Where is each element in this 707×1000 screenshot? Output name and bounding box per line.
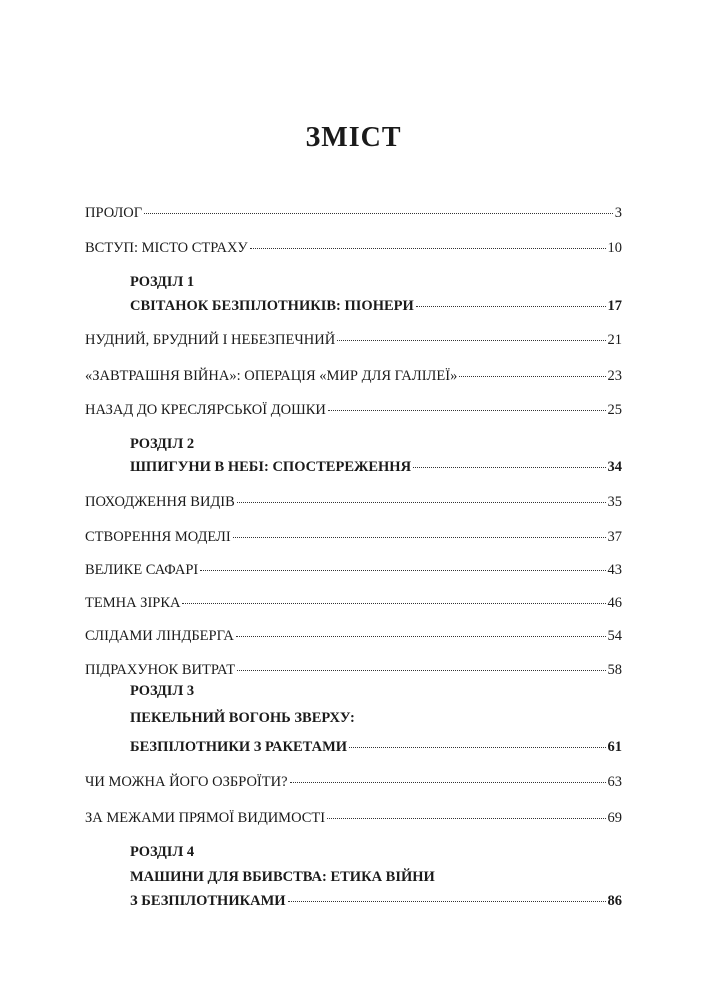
dot-leader	[413, 467, 605, 468]
dot-leader	[233, 537, 606, 538]
chapter-title-line: МАШИНИ ДЛЯ ВБИВСТВА: ЕТИКА ВІЙНИ	[130, 869, 435, 885]
entry-page: 54	[607, 628, 622, 644]
dot-leader	[327, 818, 605, 819]
toc-entry[interactable]	[85, 238, 622, 258]
entry-label: «ЗАВТРАШНЯ ВІЙНА»: ОПЕРАЦІЯ «МИР ДЛЯ ГАЛІЛЕЇ»	[85, 368, 458, 384]
dot-leader	[182, 603, 605, 604]
entry-label: ЧИ МОЖНА ЙОГО ОЗБРОЇТИ?	[85, 774, 288, 790]
entry-label: СВІТАНОК БЕЗПІЛОТНИКІВ: ПІОНЕРИ	[130, 298, 414, 314]
toc-entry[interactable]	[85, 626, 622, 646]
entry-page: 58	[607, 662, 622, 678]
entry-page: 17	[607, 298, 622, 314]
toc-chapter-entry[interactable]	[130, 457, 622, 477]
chapter-number: РОЗДІЛ 1	[130, 274, 195, 290]
entry-label: ЗА МЕЖАМИ ПРЯМОЇ ВИДИМОСТІ	[85, 810, 326, 826]
entry-label: СТВОРЕННЯ МОДЕЛІ	[85, 529, 231, 545]
toc-entry[interactable]	[85, 400, 622, 420]
entry-page: 43	[607, 562, 622, 578]
toc-entry[interactable]	[85, 593, 622, 613]
toc-entry[interactable]	[85, 527, 622, 547]
toc-entry[interactable]	[85, 366, 622, 386]
entry-label: ВЕЛИКЕ САФАРІ	[85, 562, 199, 578]
entry-label: СЛІДАМИ ЛІНДБЕРГА	[85, 628, 234, 644]
dot-leader	[236, 636, 606, 637]
dot-leader	[290, 782, 606, 783]
entry-label: ВСТУП: МІСТО СТРАХУ	[85, 240, 248, 256]
entry-label: НАЗАД ДО КРЕСЛЯРСЬКОЇ ДОШКИ	[85, 402, 326, 418]
entry-page: 86	[607, 893, 622, 909]
entry-label: БЕЗПІЛОТНИКИ З РАКЕТАМИ	[130, 739, 348, 755]
toc-chapter-entry[interactable]	[130, 737, 622, 757]
dot-leader	[237, 670, 605, 671]
entry-page: 3	[614, 205, 622, 221]
dot-leader	[349, 747, 605, 748]
entry-page: 25	[607, 402, 622, 418]
toc-entry[interactable]	[85, 492, 622, 512]
entry-label: ПІДРАХУНОК ВИТРАТ	[85, 662, 236, 678]
toc-entry[interactable]	[85, 660, 622, 680]
entry-page: 61	[607, 739, 622, 755]
entry-label: ШПИГУНИ В НЕБІ: СПОСТЕРЕЖЕННЯ	[130, 459, 412, 475]
entry-label: ТЕМНА ЗІРКА	[85, 595, 181, 611]
dot-leader	[200, 570, 605, 571]
toc-entry[interactable]	[85, 560, 622, 580]
toc-chapter-entry[interactable]	[130, 891, 622, 911]
entry-label: ПОХОДЖЕННЯ ВИДІВ	[85, 494, 235, 510]
toc-chapter-entry[interactable]	[130, 296, 622, 316]
dot-leader	[288, 901, 606, 902]
entry-label: НУДНИЙ, БРУДНИЙ І НЕБЕЗПЕЧНИЙ	[85, 332, 336, 348]
entry-page: 21	[607, 332, 622, 348]
dot-leader	[328, 410, 606, 411]
page-title: ЗМІСТ	[305, 122, 402, 153]
chapter-number: РОЗДІЛ 3	[130, 683, 195, 699]
entry-page: 35	[607, 494, 622, 510]
entry-label: З БЕЗПІЛОТНИКАМИ	[130, 893, 286, 909]
chapter-number: РОЗДІЛ 4	[130, 844, 195, 860]
chapter-number: РОЗДІЛ 2	[130, 436, 195, 452]
entry-page: 69	[607, 810, 622, 826]
entry-page: 63	[607, 774, 622, 790]
entry-label: ПРОЛОГ	[85, 205, 143, 221]
toc-entry[interactable]	[85, 330, 622, 350]
dot-leader	[144, 213, 613, 214]
entry-page: 23	[607, 368, 622, 384]
dot-leader	[416, 306, 606, 307]
entry-page: 46	[607, 595, 622, 611]
entry-page: 34	[607, 459, 622, 475]
dot-leader	[337, 340, 605, 341]
toc-entry[interactable]	[85, 808, 622, 828]
dot-leader	[250, 248, 606, 249]
entry-page: 10	[607, 240, 622, 256]
dot-leader	[459, 376, 605, 377]
entry-page: 37	[607, 529, 622, 545]
chapter-title-line: ПЕКЕЛЬНИЙ ВОГОНЬ ЗВЕРХУ:	[130, 710, 355, 726]
toc-entry[interactable]	[85, 772, 622, 792]
toc-entry[interactable]	[85, 203, 622, 223]
dot-leader	[237, 502, 606, 503]
